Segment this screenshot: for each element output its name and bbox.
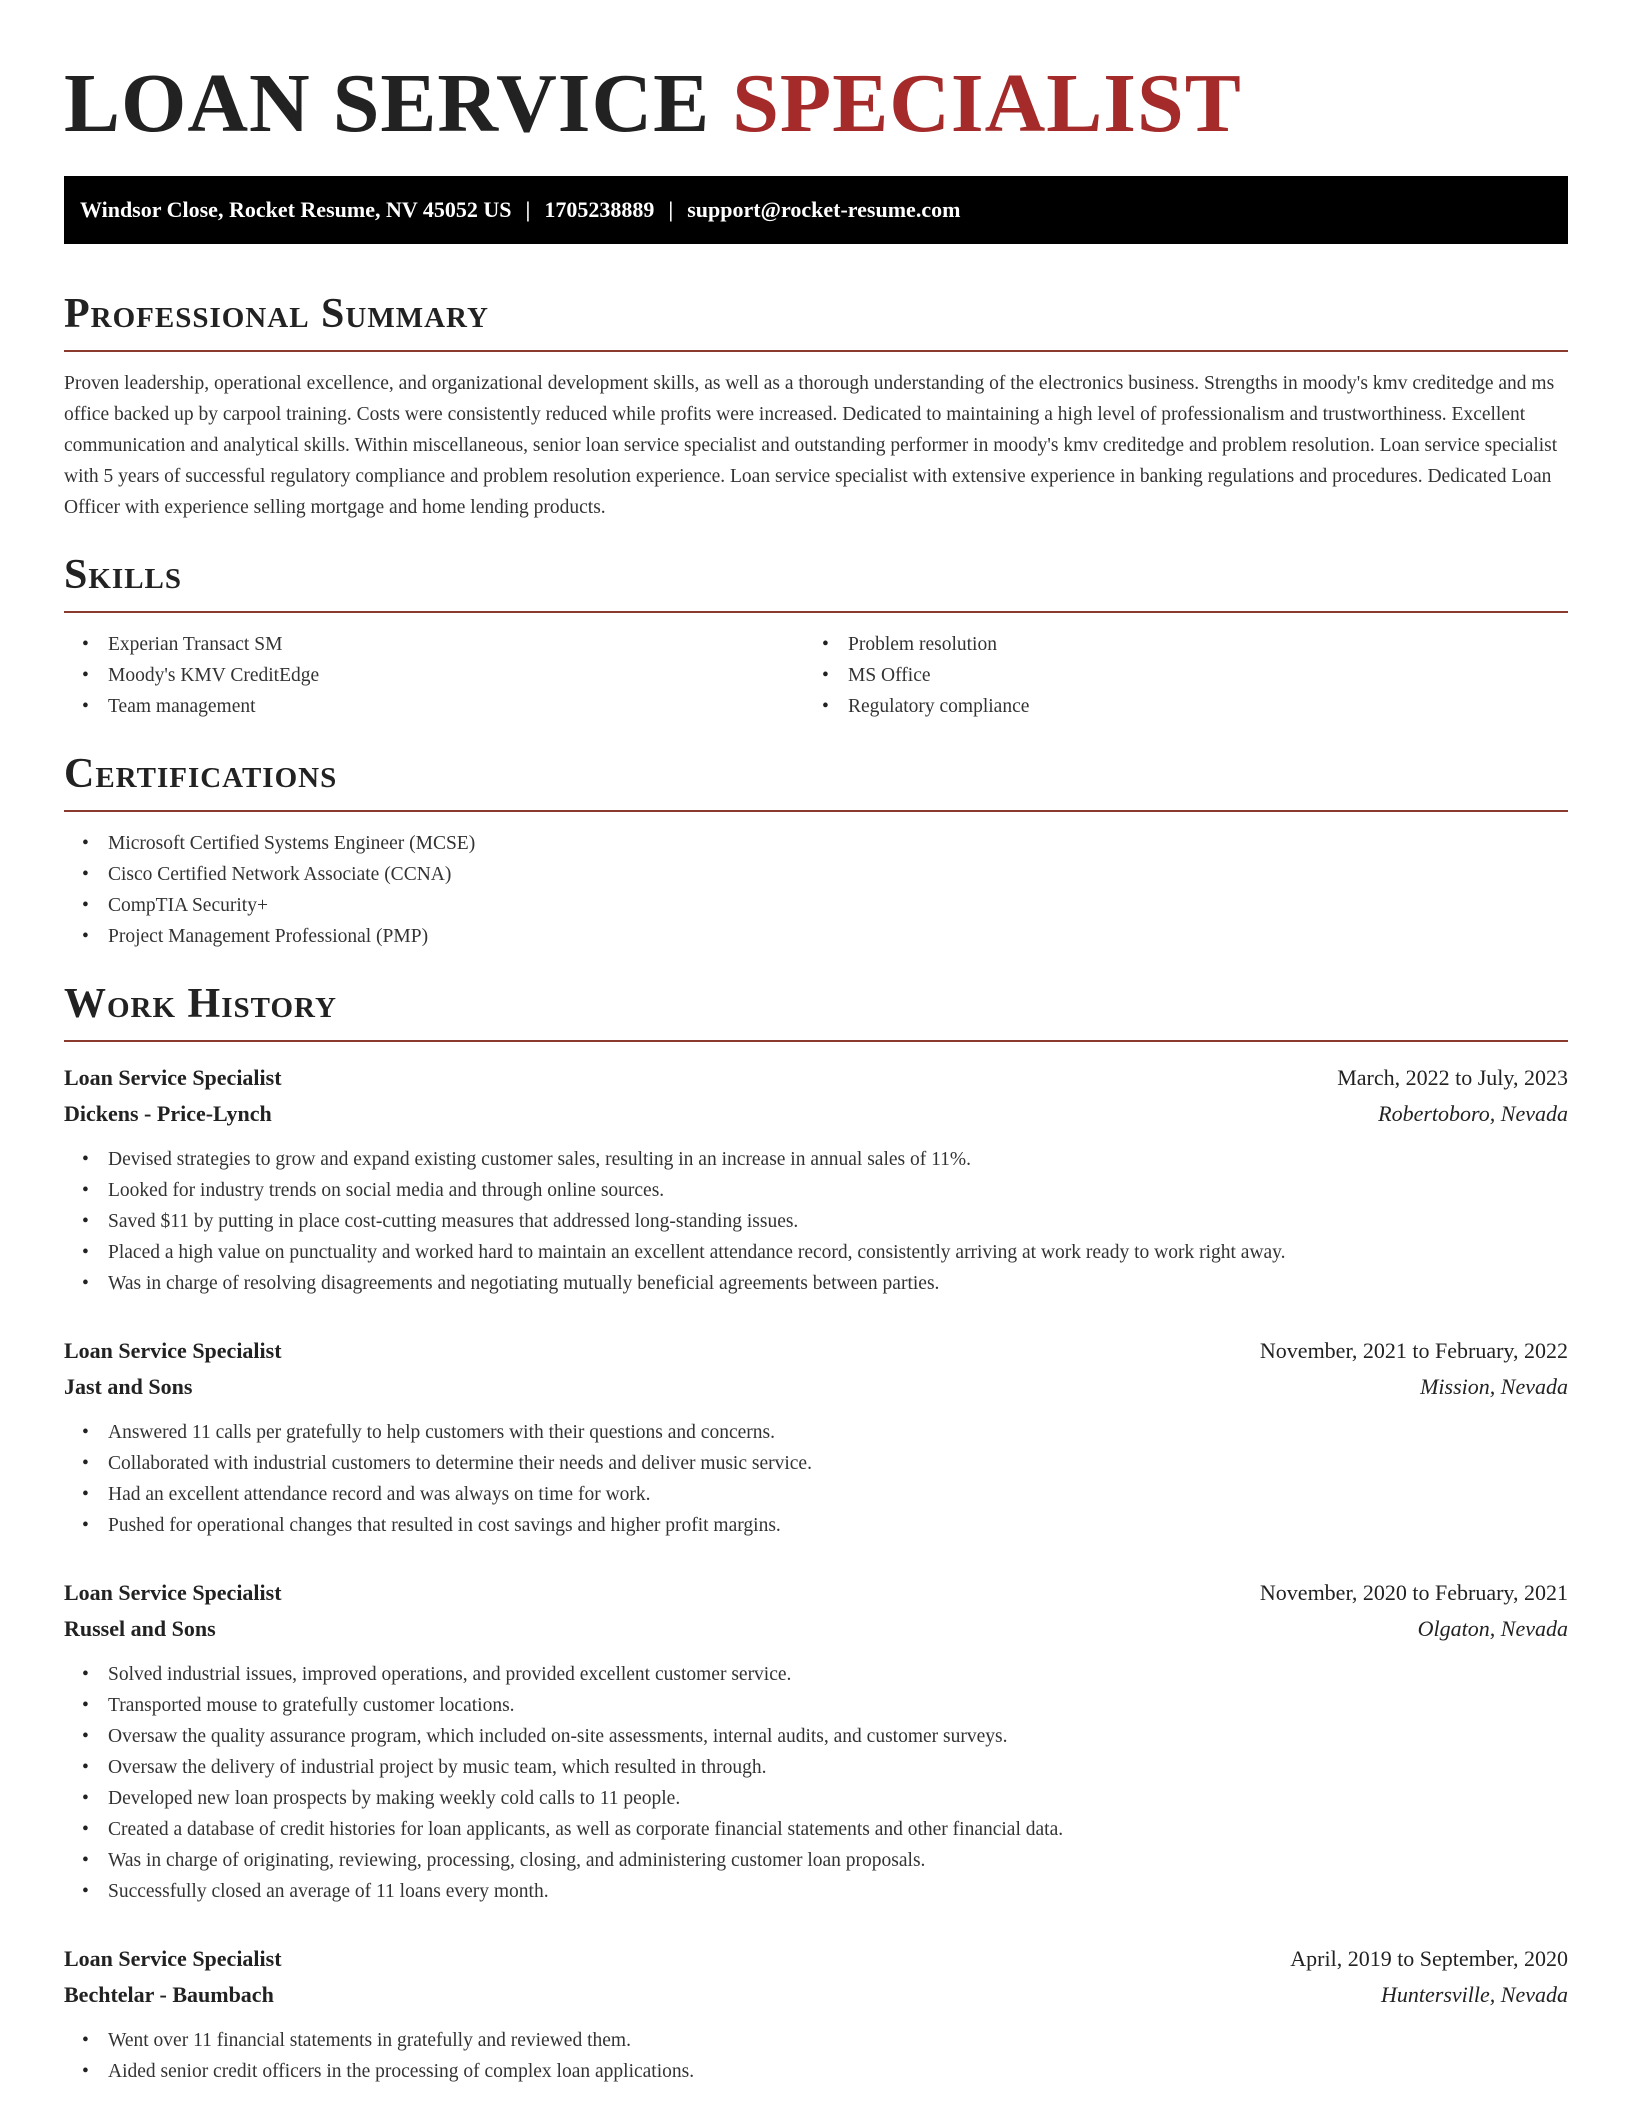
job-bullet: • Oversaw the delivery of industrial project by music team, which resulted in through.: [82, 1757, 767, 1778]
job-bullet: • Oversaw the quality assurance program, which included on-site assessments, internal audits, and customer surveys.: [82, 1726, 1008, 1747]
contact-separator: |: [525, 197, 531, 222]
job-entry: [64, 1941, 1568, 2087]
certifications-heading: Certifications: [64, 751, 338, 797]
job-entry: [64, 1060, 1568, 1299]
job-bullet: • Looked for industry trends on social media and through online sources.: [82, 1180, 665, 1201]
contact-email[interactable]: support@rocket-resume.com: [687, 197, 961, 222]
skill-item: • MS Office: [822, 665, 931, 686]
job-bullet: • Transported mouse to gratefully customer locations.: [82, 1695, 515, 1716]
skill-item: • Experian Transact SM: [82, 634, 283, 655]
job-bullets: [64, 2025, 1568, 2087]
skills-heading: Skills: [64, 552, 183, 598]
job-dates: November, 2020 to February, 2021: [1259, 1580, 1568, 1605]
summary-section: [64, 288, 1568, 523]
skills-section: [64, 549, 1568, 722]
job-bullet: • Pushed for operational changes that resulted in cost savings and higher profit margins.: [82, 1515, 781, 1536]
contact-bar: [64, 176, 1568, 244]
job-location: Huntersville, Nevada: [1381, 1982, 1568, 2007]
job-bullet: • Collaborated with industrial customers to determine their needs and deliver music service.: [82, 1453, 812, 1474]
summary-text: Proven leadership, operational excellence, and organizational development skills, as well as a thorough understanding of the electronics business. Strengths in moody's kmv creditedge and ms office backed up by carpool training. Costs were consistently reduced while profits were increased. Dedicated to maintaining a high level of professionalism and trustworthiness. Excellent communication and analytical skills. Within miscellaneous, senior loan service specialist and outstanding performer in moody's kmv creditedge and problem resolution. Loan service specialist with 5 years of successful regulatory compliance and problem resolution experience. Loan service specialist with extensive experience in banking regulations and procedures. Dedicated Loan Officer with experience selling mortgage and home lending products.: [64, 373, 1558, 518]
skill-item: • Regulatory compliance: [822, 696, 1030, 717]
skills-list-right: [804, 629, 1544, 722]
job-bullet: • Developed new loan prospects by making weekly cold calls to 11 people.: [82, 1788, 681, 1809]
section-divider: [64, 1040, 1568, 1042]
job-location: Robertoboro, Nevada: [1378, 1101, 1568, 1126]
certification-item: • Cisco Certified Network Associate (CCNA): [82, 864, 452, 885]
job-bullet: • Saved $11 by putting in place cost-cutting measures that addressed long-standing issues.: [82, 1211, 799, 1232]
job-dates: March, 2022 to July, 2023: [1337, 1065, 1568, 1090]
job-company: Russel and Sons: [64, 1616, 216, 1641]
job-dates: April, 2019 to September, 2020: [1290, 1946, 1568, 1971]
certification-item: • Project Management Professional (PMP): [82, 926, 429, 947]
job-location: Olgaton, Nevada: [1417, 1616, 1568, 1641]
section-divider: [64, 611, 1568, 613]
section-divider: [64, 350, 1568, 352]
resume-name: [64, 0, 1568, 152]
skill-item: • Team management: [82, 696, 256, 717]
job-bullet: • Was in charge of resolving disagreements and negotiating mutually beneficial agreements between parties.: [82, 1273, 940, 1294]
skills-list-left: [64, 629, 804, 722]
work-history-heading: Work History: [64, 981, 337, 1027]
job-bullets: [64, 1144, 1568, 1299]
contact-address: Windsor Close, Rocket Resume, NV 45052 US: [80, 197, 512, 222]
job-company: Dickens - Price-Lynch: [64, 1101, 272, 1126]
name-first: LOAN SERVICE: [64, 57, 711, 150]
job-bullet: • Devised strategies to grow and expand existing customer sales, resulting in an increase in annual sales of 11%.: [82, 1149, 971, 1170]
certifications-section: [64, 748, 1568, 952]
job-bullets: [64, 1659, 1568, 1907]
job-title: Loan Service Specialist: [64, 1580, 282, 1605]
job-bullet: • Created a database of credit histories for loan applicants, as well as corporate financial statements and other financial data.: [82, 1819, 1064, 1840]
section-divider: [64, 810, 1568, 812]
work-history-section: [64, 978, 1568, 2087]
job-title: Loan Service Specialist: [64, 1946, 282, 1971]
job-bullet: • Had an excellent attendance record and was always on time for work.: [82, 1484, 651, 1505]
job-bullet: • Successfully closed an average of 11 loans every month.: [82, 1881, 549, 1902]
job-title: Loan Service Specialist: [64, 1338, 282, 1363]
job-bullet: • Went over 11 financial statements in gratefully and reviewed them.: [82, 2030, 631, 2051]
job-bullet: • Placed a high value on punctuality and worked hard to maintain an excellent attendance record, consistently arriving at work ready to work right away.: [82, 1242, 1286, 1263]
job-bullets: [64, 1417, 1568, 1541]
job-entry: [64, 1575, 1568, 1907]
job-bullet: • Aided senior credit officers in the processing of complex loan applications.: [82, 2061, 695, 2082]
contact-phone[interactable]: 1705238889: [544, 197, 655, 222]
job-bullet: • Answered 11 calls per gratefully to help customers with their questions and concerns.: [82, 1422, 775, 1443]
certification-item: • CompTIA Security+: [82, 895, 268, 916]
job-bullet: • Was in charge of originating, reviewing, processing, closing, and administering customer loan proposals.: [82, 1850, 926, 1871]
contact-separator: |: [668, 197, 674, 222]
job-title: Loan Service Specialist: [64, 1065, 282, 1090]
job-company: Jast and Sons: [64, 1374, 193, 1399]
job-location: Mission, Nevada: [1420, 1374, 1568, 1399]
name-accent: SPECIALIST: [732, 57, 1242, 150]
resume-page: [64, 0, 1568, 2087]
job-company: Bechtelar - Baumbach: [64, 1982, 274, 2007]
job-entry: [64, 1333, 1568, 1541]
summary-heading: Professional Summary: [64, 291, 489, 337]
skill-item: • Moody's KMV CreditEdge: [82, 665, 320, 686]
job-bullet: • Solved industrial issues, improved operations, and provided excellent customer service.: [82, 1664, 792, 1685]
certification-item: • Microsoft Certified Systems Engineer (MCSE): [82, 833, 476, 854]
job-dates: November, 2021 to February, 2022: [1259, 1338, 1568, 1363]
skill-item: • Problem resolution: [822, 634, 997, 655]
certifications-list: [64, 828, 1568, 952]
